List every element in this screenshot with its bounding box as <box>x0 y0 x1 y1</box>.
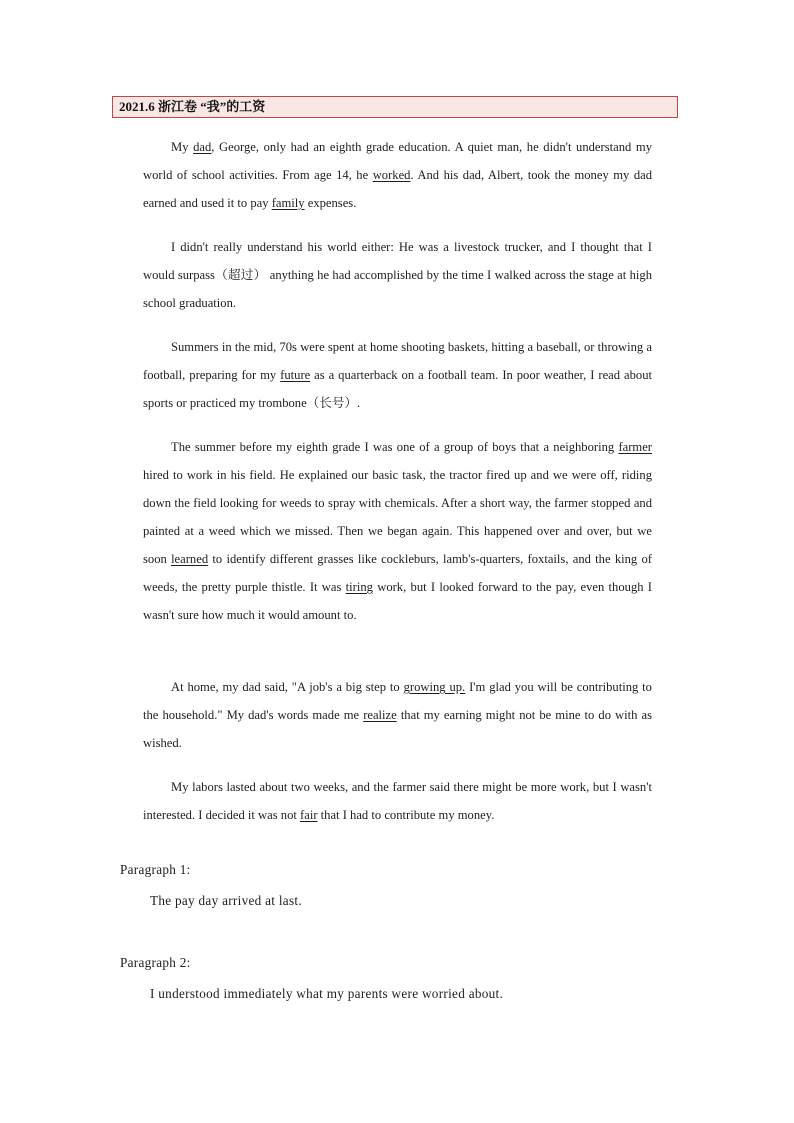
paragraph-text: The summer before my eighth grade I was one of a group of boys that a neighboring <box>171 440 619 454</box>
underlined-word: fair <box>300 808 318 822</box>
underlined-word: growing up. <box>403 680 466 694</box>
paragraph-text: that my earning might not be mine to do with as wished. <box>143 708 652 750</box>
continuation-first-line-1: The pay day arrived at last. <box>150 893 302 908</box>
story-paragraph-3 <box>143 333 652 417</box>
paragraph-text: . And his dad, Albert, took the money my dad earned and used it to pay <box>143 168 652 210</box>
underlined-word: learned <box>171 552 209 566</box>
paragraph-text: work, but I looked forward to the pay, even though I wasn't sure how much it would amount to. <box>143 580 653 622</box>
story-paragraph-6 <box>143 773 652 829</box>
paragraph-text: to identify different grasses like cockleburs, lamb's-quarters, foxtails, and the king of weeds, the pretty purple thistle. It was <box>143 552 652 594</box>
paragraph-text: Summers in the mid, 70s were spent at home shooting baskets, hitting a baseball, or throwing a football, preparing for my <box>143 340 652 382</box>
paragraph-text: I'm glad you will be contributing to the household." My dad's words made me <box>143 680 652 722</box>
paragraph-text: My labors lasted about two weeks, and the farmer said there might be more work, but I wasn't interested. I decided it was not <box>143 780 652 822</box>
story-paragraph-2 <box>143 233 652 317</box>
paragraph-text: expenses. <box>304 196 357 210</box>
continuation-first-line-2: I understood immediately what my parents were worried about. <box>150 986 504 1001</box>
underlined-word: realize <box>363 708 397 722</box>
underlined-word: family <box>271 196 305 210</box>
underlined-word: future <box>280 368 311 382</box>
document-title: 2021.6 浙江卷 “我”的工资 <box>112 96 678 118</box>
underlined-word: farmer <box>618 440 652 454</box>
paragraph-text: that I had to contribute my money. <box>317 808 495 822</box>
underlined-word: worked <box>372 168 411 182</box>
paragraph-text: At home, my dad said, "A job's a big step to <box>171 680 404 694</box>
paragraph-text: I didn't really understand his world either: He was a livestock trucker, and I thought that I would surpass（超过） anything he had accomplished by the time I walked across the stage at high school graduation. <box>143 240 652 310</box>
paragraph-text: hired to work in his field. He explained our basic task, the tractor fired up and we were off, riding down the field looking for weeds to spray with chemicals. After a short way, the farmer stopped and painted at a weed which we missed. Then we began again. This happened over and over, but we soon <box>143 468 652 566</box>
paragraph-text: as a quarterback on a football team. In poor weather, I read about sports or practiced my trombone（长号）. <box>143 368 652 410</box>
underlined-word: tiring <box>345 580 373 594</box>
story-paragraph-5 <box>143 673 652 757</box>
paragraph-text: My <box>171 140 194 154</box>
continuation-label-2: Paragraph 2: <box>120 955 191 970</box>
story-paragraph-1 <box>143 133 652 217</box>
underlined-word: dad <box>193 140 212 154</box>
continuation-label-1: Paragraph 1: <box>120 862 191 877</box>
story-paragraph-4 <box>143 433 652 629</box>
paragraph-text: , George, only had an eighth grade education. A quiet man, he didn't understand my world of school activities. From age 14, he <box>143 140 652 182</box>
